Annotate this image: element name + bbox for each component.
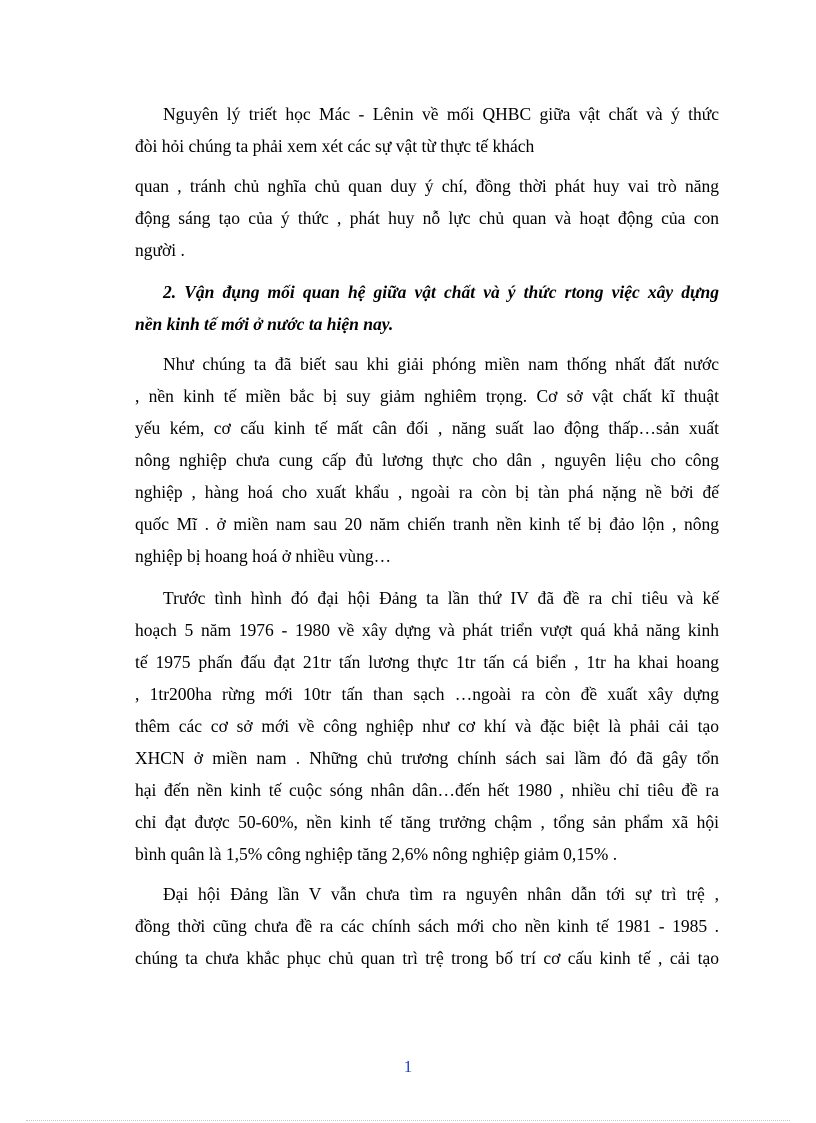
paragraph-4-line-9: bình quân là 1,5% công nghiệp tăng 2,6% nông nghiệp giảm 0,15% . — [135, 844, 618, 864]
paragraph-5-line-1: Đại hội Đảng lần V vẫn chưa tìm ra nguyên nhân dẫn tới sự trì trệ , — [163, 884, 719, 904]
paragraph-3-line-5: nghiệp , hàng hoá cho xuất khẩu , ngoài ra còn bị tàn phá nặng nề bởi đế — [135, 482, 719, 502]
paragraph-5-line-2: đồng thời cũng chưa đề ra các chính sách mới cho nền kinh tế 1981 - 1985 . — [135, 916, 719, 936]
paragraph-1-line-2: đòi hỏi chúng ta phải xem xét các sự vật từ thực tế khách — [135, 136, 535, 156]
paragraph-1-line-1: Nguyên lý triết học Mác - Lênin về mối QHBC giữa vật chất và ý thức — [163, 104, 719, 124]
paragraph-2-line-2: động sáng tạo của ý thức , phát huy nỗ lực chủ quan và hoạt động của con — [135, 208, 719, 228]
paragraph-5-line-3: chúng ta chưa khắc phục chủ quan trì trệ trong bố trí cơ cấu kinh tế , cải tạo — [135, 948, 719, 968]
paragraph-4-line-6: XHCN ở miền nam . Những chủ trương chính sách sai lầm đó đã gây tổn — [135, 748, 719, 768]
paragraph-4-line-7: hại đến nền kinh tế cuộc sóng nhân dân…đến hết 1980 , nhiều chỉ tiêu đề ra — [135, 780, 719, 800]
paragraph-3-line-3: yếu kém, cơ cấu kinh tế mất cân đối , năng suất lao động thấp…sản xuất — [135, 418, 719, 438]
paragraph-2-line-3: người . — [135, 240, 185, 260]
section-heading-line-1: 2. Vận đụng mối quan hệ giữa vật chất và ý thức rtong việc xây dựng — [163, 282, 719, 302]
paragraph-3-line-4: nông nghiệp chưa cung cấp đủ lương thực cho dân , nguyên liệu cho công — [135, 450, 719, 470]
paragraph-3-line-1: Như chúng ta đã biết sau khi giải phóng miền nam thống nhất đất nước — [163, 354, 719, 374]
paragraph-4-line-8: chỉ đạt được 50-60%, nền kinh tế tăng trưởng chậm , tổng sản phẩm xã hội — [135, 812, 719, 832]
paragraph-4-line-4: , 1tr200ha rừng mới 10tr tấn than sạch …ngoài ra còn đề xuất xây dựng — [135, 684, 719, 704]
footer-divider — [26, 1120, 790, 1121]
paragraph-3-line-7: nghiệp bị hoang hoá ở nhiều vùng… — [135, 546, 392, 566]
paragraph-4-line-1: Trước tình hình đó đại hội Đảng ta lần thứ IV đã đề ra chỉ tiêu và kế — [163, 588, 719, 608]
paragraph-3-line-6: quốc Mĩ . ở miền nam sau 20 năm chiến tranh nền kinh tế bị đảo lộn , nông — [135, 514, 719, 534]
paragraph-4-line-2: hoạch 5 năm 1976 - 1980 về xây dựng và phát triển vượt quá khả năng kinh — [135, 620, 719, 640]
paragraph-3-line-2: , nền kinh tế miền bắc bị suy giảm nghiêm trọng. Cơ sở vật chất kĩ thuật — [135, 386, 719, 406]
section-heading-line-2: nền kinh tế mới ở nước ta hiện nay. — [135, 314, 394, 334]
paragraph-2-line-1: quan , tránh chủ nghĩa chủ quan duy ý chí, đồng thời phát huy vai trò năng — [135, 176, 719, 196]
paragraph-4-line-3: tế 1975 phấn đấu đạt 21tr tấn lương thực 1tr tấn cá biển , 1tr ha khai hoang — [135, 652, 719, 672]
paragraph-4-line-5: thêm các cơ sở mới về công nghiệp như cơ khí và đặc biệt là phải cải tạo — [135, 716, 719, 736]
page-number: 1 — [403, 1057, 413, 1076]
